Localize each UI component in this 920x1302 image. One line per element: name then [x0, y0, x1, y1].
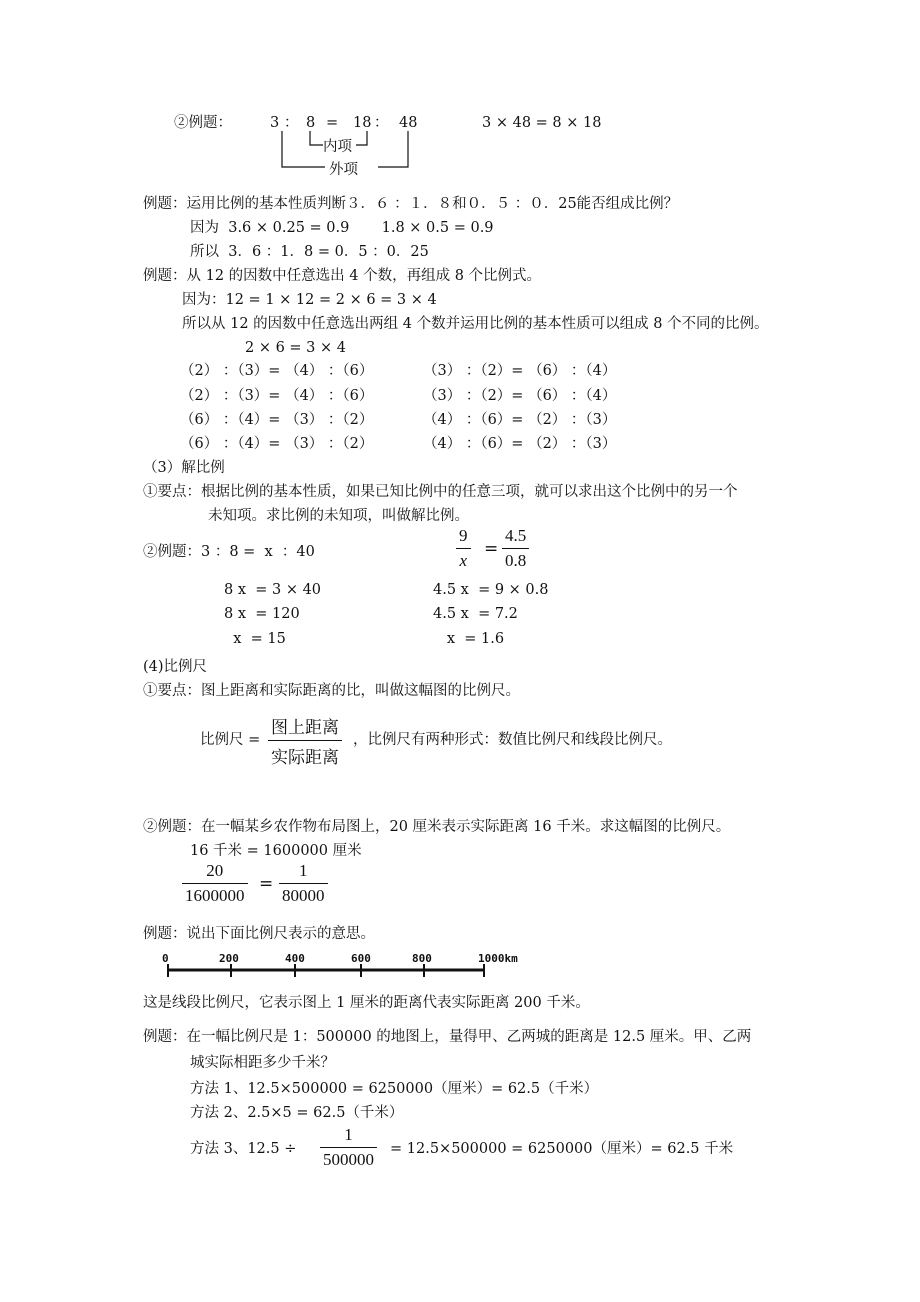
text-line: 例题：在一幅比例尺是 1：500000 的地图上，量得甲、乙两城的距离是 12.5 厘米。甲、乙两 [143, 1029, 752, 1045]
denominator: 实际距离 [271, 748, 339, 767]
term-c: 18 [353, 115, 372, 131]
text-line: 所以 3．6 ：1．8 = 0．5 ：0．25 [190, 244, 429, 260]
step: x = 1.6 [433, 631, 505, 647]
product-equation: 3 × 48 = 8 × 18 [482, 115, 602, 131]
proportion-right: （4） ：（6）= （2） ：（3） [423, 412, 617, 428]
method-3-result: = 12.5×500000 = 6250000（厘米）= 62.5 千米 [390, 1141, 734, 1157]
proportion-left: （6） ：（4）= （3） ：（2） [180, 412, 374, 428]
text-line: 这是线段比例尺，它表示图上 1 厘米的距离代表实际距离 200 千米。 [143, 995, 590, 1011]
inner-terms-label: 内项 [323, 139, 352, 155]
proportion-left: （2） ：（3）= （4） ：（6） [180, 388, 374, 404]
formula-label: 比例尺 = [200, 732, 261, 748]
term-d: 48 [399, 115, 418, 131]
text-line: ①要点：根据比例的基本性质，如果已知比例中的任意三项，就可以求出这个比例中的另一个 [143, 484, 738, 500]
numerator: 4.5 [505, 526, 527, 545]
text-line: 例题：说出下面比例尺表示的意思。 [143, 926, 375, 942]
proportion-right: （3） ：（2）= （6） ：（4） [423, 363, 617, 379]
proportion-left: （2） ：（3）= （4） ：（6） [180, 363, 374, 379]
step: x = 15 [224, 631, 286, 647]
numerator: 1 [299, 861, 308, 880]
method-2: 方法 2、2.5×5 = 62.5（千米） [190, 1105, 404, 1121]
equals: = [259, 874, 274, 894]
method-3-prefix: 方法 3、12.5 ÷ [190, 1141, 297, 1157]
text-line: ①要点：图上距离和实际距离的比，叫做这幅图的比例尺。 [143, 683, 520, 699]
denominator: x [459, 551, 468, 570]
numerator: 1 [344, 1125, 353, 1144]
step: 4.5 x = 7.2 [433, 606, 518, 622]
step: 8 x = 3 × 40 [224, 582, 322, 598]
text-line: 因为：12 = 1 × 12 = 2 × 6 = 3 × 4 [182, 292, 437, 308]
text-line: 2 × 6 = 3 × 4 [245, 340, 347, 356]
colon: ： [284, 115, 299, 131]
text-line: 16 千米 = 1600000 厘米 [190, 843, 362, 859]
text-line: 例题：运用比例的基本性质判断３．６ ：１．８和０．５ ：０．25能否组成比例？ [143, 196, 679, 212]
numerator: 20 [206, 861, 224, 880]
text-line: ②例题：3 ：8 = x ：40 [143, 544, 315, 560]
equals: = [484, 539, 499, 559]
denominator: 80000 [282, 886, 325, 905]
scale-tick-label: 1000km [478, 952, 518, 965]
scale-tick-label: 800 [412, 952, 432, 965]
scale-tick-label: 200 [219, 952, 239, 965]
proportion-right: （3） ：（2）= （6） ：（4） [423, 388, 617, 404]
text-line: 未知项。求比例的未知项，叫做解比例。 [208, 508, 469, 524]
text-line: ②例题：在一幅某乡农作物布局图上，20 厘米表示实际距离 16 千米。求这幅图的比例尺。 [143, 819, 731, 835]
step: 4.5 x = 9 × 0.8 [433, 582, 549, 598]
scale-tick-label: 600 [351, 952, 371, 965]
step: 8 x = 120 [224, 606, 300, 622]
denominator: 1600000 [185, 886, 245, 905]
method-1: 方法 1、12.5×500000 = 6250000（厘米）= 62.5（千米） [190, 1081, 599, 1097]
denominator: 0.8 [505, 551, 527, 570]
colon: ： [374, 115, 389, 131]
text-line: ，比例尺有两种形式：数值比例尺和线段比例尺。 [353, 732, 672, 748]
text-line: 例题：从 12 的因数中任意选出 4 个数，再组成 8 个比例式。 [143, 268, 542, 284]
section-heading: (4)比例尺 [143, 659, 208, 675]
text-line: 城实际相距多少千米？ [190, 1055, 335, 1071]
outer-terms-label: 外项 [329, 162, 358, 178]
equals: = [326, 115, 339, 131]
proportion-right: （4） ：（6）= （2） ：（3） [423, 436, 617, 452]
example-label: ②例题： [174, 115, 232, 131]
scale-tick-label: 0 [162, 952, 169, 965]
section-heading: （3）解比例 [143, 460, 225, 476]
fraction-bar [320, 1147, 377, 1148]
denominator: 500000 [323, 1150, 374, 1169]
numerator: 9 [459, 526, 468, 545]
proportion-left: （6） ：（4）= （3） ：（2） [180, 436, 374, 452]
term-a: 3 [270, 115, 280, 131]
text-line: 因为 3.6 × 0.25 = 0.9 1.8 × 0.5 = 0.9 [190, 220, 494, 236]
text-line: 所以从 12 的因数中任意选出两组 4 个数并运用比例的基本性质可以组成 8 个不同的比例。 [182, 316, 769, 332]
numerator: 图上距离 [271, 718, 339, 737]
scale-tick-label: 400 [285, 952, 305, 965]
term-b: 8 [306, 115, 316, 131]
fraction-1-over-500000 [320, 1125, 377, 1170]
